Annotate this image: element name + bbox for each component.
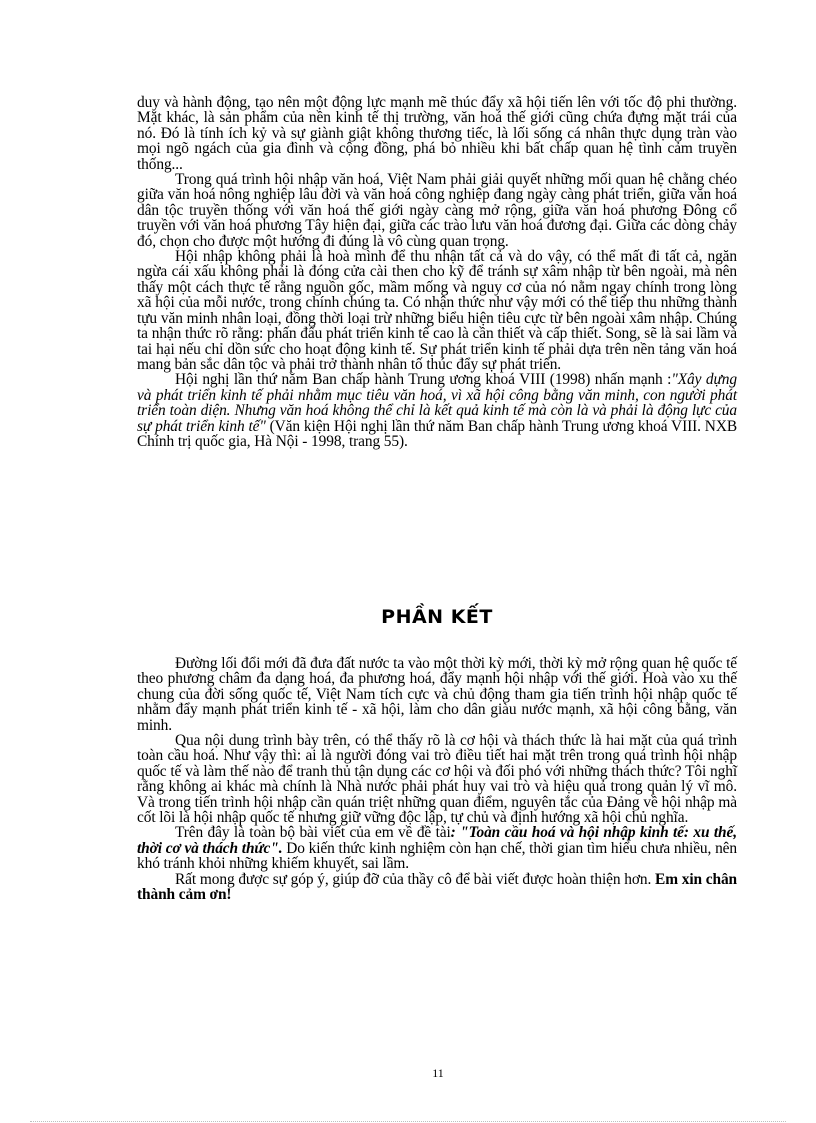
page-number: 11 — [432, 1066, 444, 1080]
paragraph-topic-summary — [137, 825, 737, 871]
body-text-conclusion — [137, 656, 737, 903]
section-heading: PHẦN KẾT — [381, 606, 493, 628]
closing-thanks: Em xin chân thành cảm ơn! — [137, 870, 738, 904]
paragraph-opportunities-challenges: Qua nội dung trình bày trên, có thể thấy rõ là cơ hội và thách thức là hai mặt của quá trình toàn cầu hoá. Như vậy thì: ai là người đóng vai trò điều tiết hai mặt trên trong quá trình hội nhập quốc tế và làm thế nào để tranh thủ tận dụng các cơ hội và đối phó với những thách thức? Tôi nghĩ rằng không ai khác mà chính là Nhà nước phải phát huy vai trò và hiệu quả trong quản lý vĩ mô. Và trong tiến trình hội nhập cần quán triệt những quan điểm, nguyên tắc của Đảng về hội nhập mà cốt lõi là hội nhập quốc tế nhưng giữ vững độc lập, tự chủ và định hướng xã hội chủ nghĩa. — [137, 732, 737, 827]
quote-italic: "Xây dựng và phát triển kinh tế phải nhằm mục tiêu văn hoá, vì xã hội công bằng văn minh, con người phát triển toàn diện. Nhưng văn hoá không thể chỉ là kết quả kinh tế mà còn là và phải là động lực của sự phát triển kinh tế" — [137, 371, 737, 435]
topic-title: : "Toàn cầu hoá và hội nhập kinh tế: xu thế, thời cơ và thách thức". — [137, 824, 737, 857]
quote-lead: Hội nghị lần thứ năm Ban chấp hành Trung ương khoá VIII (1998) nhấn mạnh : — [175, 371, 672, 389]
page-bottom-divider — [30, 1121, 786, 1122]
summary-lead: Trên đây là toàn bộ bài viết của em về đề tài — [175, 824, 451, 842]
paragraph-continuation: duy và hành động, tạo nên một động lực mạnh mẽ thúc đẩy xã hội tiến lên với tốc độ phi thường. Mặt khác, là sản phẩm của nền kinh tế thị trường, văn hoá thế giới cũng chứa đựng mặt trái của nó. Đó là tính ích kỷ và sự giành giật không thương tiếc, là lối sống cá nhân thực dụng tràn vào mọi ngõ ngách của gia đình và cộng đồng, phá bỏ nhiều khi bất chấp quan hệ tình cảm truyền thống... — [137, 94, 737, 173]
summary-tail: Do kiến thức kinh nghiệm còn hạn chế, thời gian tìm hiểu chưa nhiều, nên khó tránh khỏi những khiếm khuyết, sai lầm. — [137, 839, 737, 873]
paragraph-integration-not-absorption: Hội nhập không phải là hoà mình để thu nhận tất cả và do vậy, có thể mất đi tất cả, ngăn ngừa cái xấu không phải là đóng cửa cài then cho kỹ để tránh sự xâm nhập từ bên ngoài, mà nên thấy một cách thực tế rằng nguồn gốc, mầm mống và nguy cơ của nó nằm ngay chính trong lòng xã hội của mỗi nước, trong chính chúng ta. Có nhận thức như vậy mới có thể tiếp thu những thành tựu văn minh nhân loại, đồng thời loại trừ những biểu hiện tiêu cực từ bên ngoài xâm nhập. Chúng ta nhận thức rõ rằng: phấn đấu phát triển kinh tế cao là cần thiết và cấp thiết. Song, sẽ là sai lầm và tai hại nếu chỉ dồn sức cho hoạt động kinh tế. Sự phát triển kinh tế phải dựa trên nền tảng văn hoá mang bản sắc dân tộc và phải trở thành nhân tố thúc đẩy sự phát triển. — [137, 248, 737, 373]
paragraph-cultural-integration: Trong quá trình hội nhập văn hoá, Việt Nam phải giải quyết những mối quan hệ chằng chéo giữa văn hoá nông nghiệp lâu đời và văn hoá công nghiệp đang ngày càng phát triển, giữa văn hoá dân tộc truyền thống với văn hoá thế giới ngày càng mở rộng, giữa văn hoá phương Đông cổ truyền với văn hoá phương Tây hiện đại, giữa các trào lưu văn hoá đương đại. Giữa các dòng chảy đó, chọn cho được một hướng đi đúng là vô cùng quan trọng. — [137, 171, 737, 250]
paragraph-closing — [137, 872, 737, 903]
paragraph-conference-quote — [137, 372, 737, 449]
paragraph-reform-policy: Đường lối đổi mới đã đưa đất nước ta vào một thời kỳ mới, thời kỳ mở rộng quan hệ quốc tế theo phương châm đa dạng hoá, đa phương hoá, đẩy mạnh hội nhập với thế giới. Hoà vào xu thế chung của đời sống quốc tế, Việt Nam tích cực và chủ động tham gia tiến trình hội nhập quốc tế nhằm đẩy mạnh phát triển kinh tế - xã hội, làm cho dân giàu nước mạnh, xã hội công bằng, văn minh. — [137, 655, 737, 734]
quote-citation: (Văn kiện Hội nghị lần thứ năm Ban chấp hành Trung ương khoá VIII. NXB Chính trị quốc gia, Hà Nội - 1998, trang 55). — [137, 417, 738, 450]
closing-lead: Rất mong được sự góp ý, giúp đỡ của thầy cô để bài viết được hoàn thiện hơn. — [175, 870, 656, 888]
body-text-top — [137, 95, 737, 449]
